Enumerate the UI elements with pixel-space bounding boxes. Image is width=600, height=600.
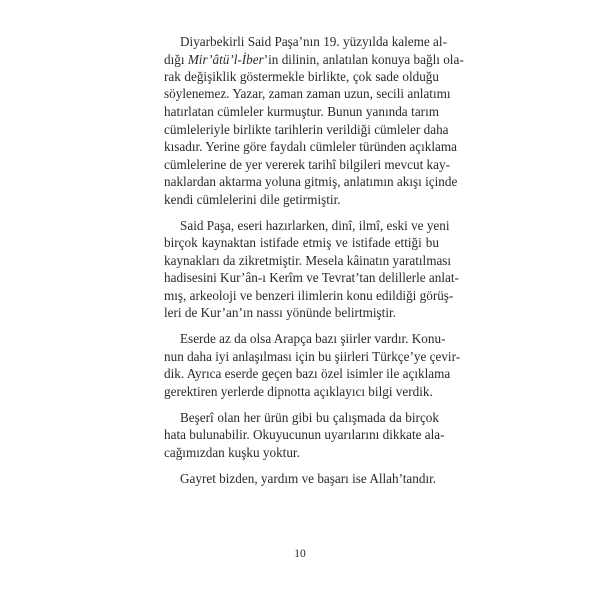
paragraph-4-line-2: hata bulunabilir. Okuyucunun uyarılarını dikkate ala- <box>164 427 445 442</box>
paragraph-2-line-4: hadisesini Kur’ân-ı Kerîm ve Tevrat’tan delillerle anlat- <box>164 270 459 285</box>
paragraph-1-line-6: cümleleriyle birlikte tarihlerin verildiği cümleler daha <box>164 122 449 137</box>
paragraph-3-line-4: gerektiren yerlerde dipnotta açıklayıcı bilgi verdik. <box>164 384 433 399</box>
page-number: 10 <box>294 548 306 560</box>
paragraph-1-line-2: dığı Mir’âtü’l-İber’in dilinin, anlatılan konuya bağlı ola- <box>164 52 464 67</box>
paragraph-1-line-5: hatırlatan cümleler kurmuştur. Bunun yanında tarım <box>164 104 439 119</box>
paragraph-4-line-3: cağımızdan kuşku yoktur. <box>164 445 300 460</box>
paragraph-3-line-3: dik. Ayrıca eserde geçen bazı özel isimler ile açıklama <box>164 366 451 381</box>
paragraph-1-line-8: cümlelerine de yer vererek tarihî bilgileri mevcut kay- <box>164 157 450 172</box>
paragraph-2-line-1: Said Paşa, eseri hazırlarken, dinî, ilmî, eski ve yeni <box>180 218 450 233</box>
paragraph-2-line-2: birçok kaynaktan istifade etmiş ve istifade ettiği bu <box>164 235 439 250</box>
paragraph-2-line-3: kaynakları da zikretmiştir. Mesela kâinatın yaratılması <box>164 253 452 268</box>
paragraph-2-line-5: mış, arkeoloji ve benzeri ilimlerin konu edildiği görüş- <box>164 288 454 303</box>
paragraph-1-line-1: Diyarbekirli Said Paşa’nın 19. yüzyılda kaleme al- <box>180 34 447 49</box>
paragraph-3-line-2: nun daha iyi anlaşılması için bu şiirleri Türkçe’ye çevir- <box>164 349 461 364</box>
italic-title: Mir’âtü’l-İber <box>187 52 264 67</box>
paragraph-2-line-6: leri de Kur’an’ın nassı yönünde belirtmiştir. <box>164 305 396 320</box>
paragraph-1-line-4: söylenemez. Yazar, zaman zaman uzun, secili anlatımı <box>164 86 451 101</box>
paragraph-1-line-7: kısadır. Yerine göre faydalı cümleler türünden açıklama <box>164 139 457 154</box>
paragraph-1-line-9: naklardan aktarma yoluna gitmiş, anlatımın akışı içinde <box>164 174 458 189</box>
paragraph-1-line-10: kendi cümlelerini dile getirmiştir. <box>164 192 341 207</box>
paragraph-1-line-3: rak değişiklik göstermekle birlikte, çok sade olduğu <box>164 69 439 84</box>
paragraph-3-line-1: Eserde az da olsa Arapça bazı şiirler vardır. Konu- <box>180 331 446 346</box>
paragraph-5-line-1: Gayret bizden, yardım ve başarı ise Allah’tandır. <box>180 471 437 486</box>
paragraph-4-line-1: Beşerî olan her ürün gibi bu çalışmada da birçok <box>180 410 439 425</box>
